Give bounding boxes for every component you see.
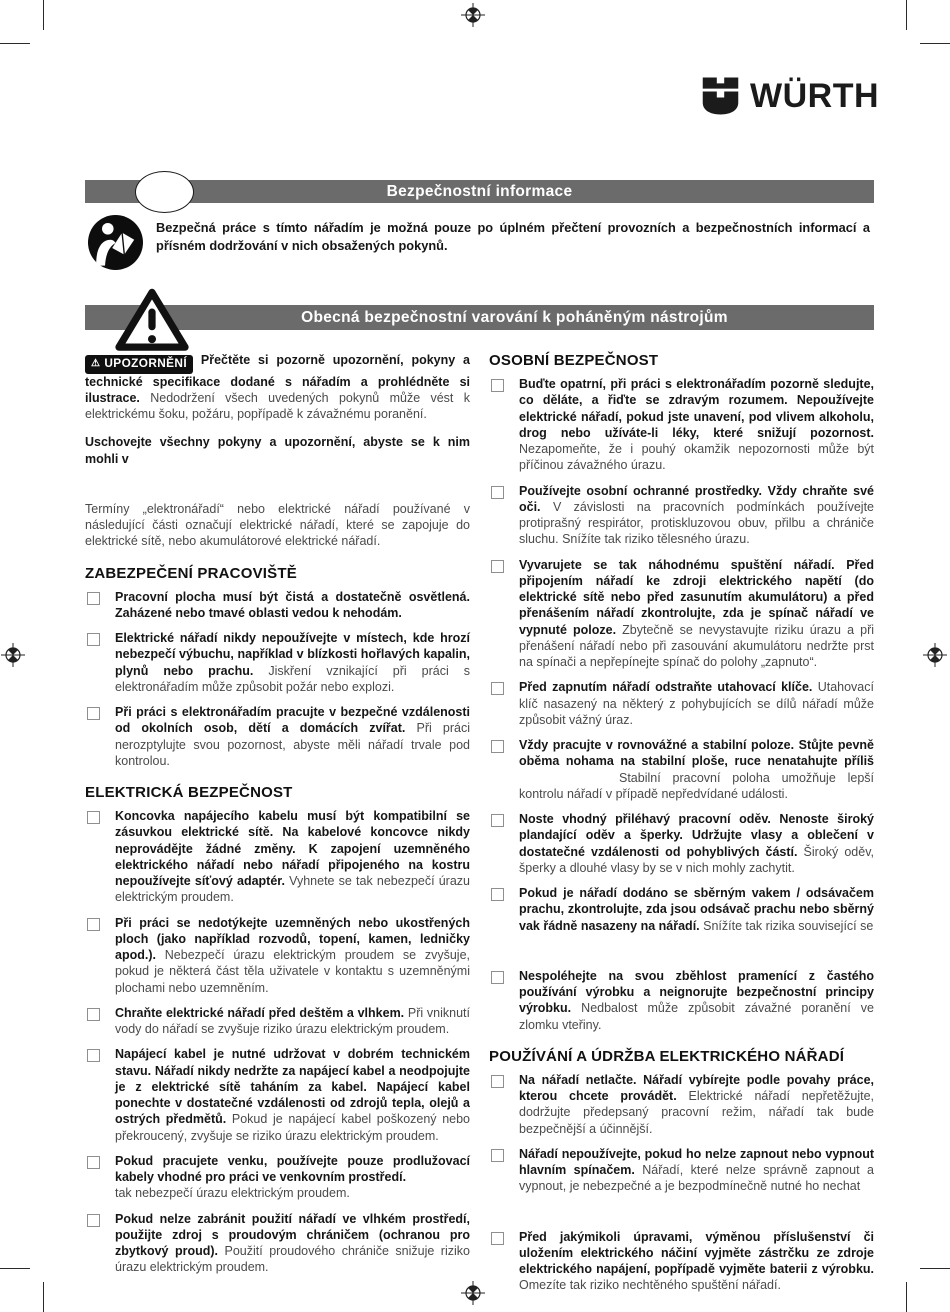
checkbox-icon — [87, 1049, 100, 1062]
checkbox-icon — [87, 1214, 100, 1227]
bullet-text — [519, 737, 874, 802]
checkbox-icon — [87, 918, 100, 931]
bullet-bold-text: Pokud pracujete venku, používejte pouze prodlužovací kabely vhodné pro práci ve venkovním prostředí. — [115, 1153, 470, 1185]
content-columns — [85, 352, 874, 1303]
bullet-text — [519, 1229, 874, 1294]
banner-safety-info — [85, 180, 874, 203]
safety-bullet — [85, 1211, 470, 1276]
bullet-text — [519, 1146, 874, 1195]
safety-bullet — [85, 630, 470, 695]
bullet-normal-text: Elektrické nářadí nepřetěžujte, dodržujte předepsaný pracovní režim, nářadí tak bude bezpečnější a účinnější. — [519, 1089, 875, 1136]
bullet-text — [115, 915, 470, 996]
safety-bullet — [489, 811, 874, 876]
warning-badge — [85, 355, 193, 373]
bullet-bold-text: Napájecí kabel je nutné udržovat v dobrém technickém stavu. Nářadí nikdy nedržte za napájecí kabel a neodpojujte je z elektrické sítě taháním za kabel. Napájecí kabel ponechte v dostatečné vzdálenosti od zdrojů tepla, olejů a ostrých předmětů. — [115, 1047, 470, 1127]
banner-general-warnings — [85, 305, 874, 330]
checkbox-icon — [491, 1149, 504, 1162]
wuerth-logo-text: WÜRTH — [750, 76, 880, 115]
bullet-bold-text: Při práci s elektronářadím pracujte v bezpečné vzdálenosti od okolních osob, dětí a domácích zvířat. — [115, 705, 470, 736]
bullet-bold-text: Na nářadí netlačte. Nářadí vybírejte podle povahy práce, kterou chcete provádět. — [519, 1072, 874, 1103]
safety-bullet — [489, 968, 874, 1033]
bullet-normal-text: Utahovací klíč nasazený na některý z pohybujících se dílů nářadí může způsobit vážný úraz. — [519, 680, 874, 727]
bullet-bold-text: Pracovní plocha musí být čistá a dostatečně osvětlená. Zaházené nebo tmavé oblasti vedou k nehodám. — [115, 589, 470, 620]
safety-bullet — [489, 376, 874, 474]
bullet-text — [115, 1211, 470, 1276]
bullet-bold-text: Nespoléhejte na svou zběhlost pramenící z častého používání výrobku a neignorujte bezpečnostní principy výrobku. — [519, 968, 874, 1016]
warning-paragraph — [85, 352, 470, 422]
bullet-normal-text: Při vniknutí vody do nářadí se zvyšuje riziko úrazu elektrickým proudem. — [115, 1005, 470, 1037]
bullet-normal-text: V závislosti na pracovních podmínkách používejte protiprašný respirátor, protiskluzovou obuv, přilbu a chrániče sluchu. Snížíte tak riziko tělesného úrazu. — [519, 499, 874, 547]
safety-bullet — [85, 704, 470, 769]
safety-bullet — [489, 1072, 874, 1137]
section-heading: POUŽÍVÁNÍ A ÚDRŽBA ELEKTRICKÉHO NÁŘADÍ — [489, 1047, 845, 1065]
bullet-bold-text: Pokud nelze zabránit použití nářadí ve vlhkém prostředí, použijte zdroj s proudovým chráničem (ochranou pro zbytkový proud). — [115, 1211, 470, 1259]
bullet-normal-text: Nebezpečí úrazu elektrickým proudem se zvyšuje, pokud je některá část těla uživatele v kontaktu s uzemněnými plochami nebo uzemněním. — [115, 948, 470, 995]
read-manual-icon — [88, 215, 143, 270]
bullet-bold-text: Přečtěte si pozorně upozornění, pokyny a technické specifikace dodané s nářadím a prohlédněte si ilustrace. — [85, 353, 470, 405]
checkbox-icon — [491, 560, 504, 573]
crop-mark — [0, 43, 30, 44]
right-column — [489, 352, 874, 1303]
bullet-bold-text: Koncovka napájecího kabelu musí být kompatibilní se zásuvkou elektrické sítě. Na kabelové koncovce nikdy neprovádějte žádné změny. K zapojení uzemněného elektrického nářadí nebo nářadí připojeného na kostru nepoužívejte síťový adaptér. — [115, 809, 470, 889]
safety-bullet — [85, 589, 470, 622]
safety-bullet — [85, 915, 470, 996]
crop-mark — [43, 1282, 44, 1312]
intro-row — [88, 215, 870, 270]
bullet-text — [519, 376, 874, 474]
bullet-normal-text: Zbytečně se nevystavujte riziku úrazu a při přenášení nářadí nebo při zasouvání akumulátoru nedržte prst na spínači a nepřepínejte spínač do polohy „zapnuto“. — [519, 622, 875, 669]
bullet-normal-text: Pokud je napájecí kabel poškozený nebo překroucený, zvyšuje se riziko úrazu elektrickým proudem. — [115, 1112, 470, 1143]
safety-bullet — [489, 1146, 874, 1195]
bullet-text — [115, 589, 470, 622]
bullet-text — [115, 1153, 470, 1202]
checkbox-icon — [491, 740, 504, 753]
safety-bullet — [489, 1229, 874, 1294]
bullet-normal-text: Nářadí, které nelze správně zapnout a vypnout, je nebezpečné a je bezpodmínečně nutné ho nechat — [519, 1163, 874, 1194]
safety-bullet — [85, 1005, 470, 1038]
bullet-normal-text: Omezíte tak riziko nechtěného spuštění nářadí. — [519, 1278, 781, 1293]
bullet-bold-text: Vždy pracujte v rovnovážné a stabilní poloze. Stůjte pevně oběma nohama na stabilní ploše, ruce nenatahujte příliš — [519, 738, 874, 769]
checkbox-icon — [491, 1075, 504, 1088]
registration-mark-icon — [461, 3, 485, 27]
text-gap — [519, 781, 619, 782]
checkbox-icon — [87, 707, 100, 720]
bullet-normal-text: Při práci nerozptylujte svou pozornost, abyste měli nářadí trvale pod kontrolou. — [115, 721, 470, 768]
safety-bullet — [489, 483, 874, 548]
safety-bullet — [489, 679, 874, 728]
checkbox-icon — [491, 1232, 504, 1245]
checkbox-icon — [491, 814, 504, 827]
bullet-text — [519, 679, 874, 728]
bullet-normal-text: Snížíte tak rizika související se — [703, 918, 874, 933]
bullet-bold-text: Používejte osobní ochranné prostředky. Vždy chraňte své oči. — [519, 483, 874, 514]
wuerth-logo — [702, 76, 879, 116]
bullet-text — [115, 1005, 470, 1038]
checkbox-icon — [87, 1156, 100, 1169]
bullet-bold-text: Elektrické nářadí nikdy nepoužívejte v místech, kde hrozí nebezpečí výbuchu, například v blízkosti hořlavých kapalin, plynů nebo prachu. — [115, 631, 470, 678]
checkbox-icon — [491, 971, 504, 984]
bullet-bold-text: Před zapnutím nářadí odstraňte utahovací klíče. — [519, 680, 813, 695]
warning-badge-label: UPOZORNĚNÍ — [104, 356, 188, 371]
registration-mark-icon — [923, 643, 947, 667]
section-heading: ELEKTRICKÁ BEZPEČNOST — [85, 784, 293, 802]
bullet-normal-text: Nedbalost může způsobit závažné poranění ve zlomku vteřiny. — [519, 1001, 874, 1032]
bullet-text — [519, 811, 874, 876]
bullet-bold-text: Vyvarujete se tak náhodnému spuštění nářadí. Před připojením nářadí ke zdroji elektrického napětí (do elektrické sítě nebo před zasunutím akumulátoru) a před přenášením nářadí zkontrolujte, zda je spínač nářadí ve vypnuté poloze. — [519, 557, 874, 637]
checkbox-icon — [87, 1008, 100, 1021]
checkbox-icon — [491, 379, 504, 392]
bullet-text — [519, 1072, 874, 1137]
safety-bullet — [85, 1153, 470, 1202]
bullet-text — [115, 808, 470, 906]
crop-mark — [920, 1268, 950, 1269]
wuerth-logo-icon — [702, 76, 739, 116]
bullet-normal-text: Nezapomeňte, že i pouhý okamžik nepozornosti může být příčinou závažného úrazu. — [519, 442, 874, 473]
banner-title: Obecná bezpečnostní varování k poháněným nástrojům — [301, 309, 728, 326]
bullet-text — [519, 557, 874, 671]
crop-mark — [920, 43, 950, 44]
bullet-normal-text: Stabilní pracovní poloha umožňuje lepší kontrolu nářadí v případě nepředvídané události. — [519, 770, 874, 801]
bullet-normal-text: Nedodržení všech uvedených pokynů může vést k elektrickému šoku, požáru, popřípadě k závažnému poranění. — [85, 390, 470, 422]
bullet-bold-text: Chraňte elektrické nářadí před deštěm a vlhkem. — [115, 1005, 405, 1020]
crop-mark — [906, 0, 907, 30]
checkbox-icon — [87, 592, 100, 605]
bullet-bold-text: Noste vhodný přiléhavý pracovní oděv. Nenoste široký plandající oděv a šperky. Udržujte vlasy a oblečení v dostatečné vzdálenosti od pohyblivých částí. — [519, 812, 874, 859]
intro-text: Bezpečná práce s tímto nářadím je možná pouze po úplném přečtení provozních a bezpečnostních informací a přísném dodržování v nich obsažených pokynů. — [156, 220, 870, 254]
bullet-text — [115, 1046, 470, 1144]
registration-mark-icon — [1, 643, 25, 667]
bullet-text — [519, 483, 874, 548]
safety-bullet — [85, 808, 470, 906]
bullet-bold-text: Při práci se nedotýkejte uzemněných nebo ukostřených ploch (jako například rozvodů, topení, kamen, ledničky apod.). — [115, 915, 470, 963]
bold-paragraph: Uschovejte všechny pokyny a upozornění, abyste se k nim mohli v — [85, 435, 470, 466]
bullet-normal-text: Jiskření vznikající při práci s elektronářadím může způsobit požár nebo explozi. — [115, 663, 470, 694]
safety-bullet — [489, 737, 874, 802]
paragraph: Termíny „elektronářadí“ nebo elektrické nářadí používané v následující části označují elektrické nářadí, které se zapojuje do elektrické sítě, nebo akumulátorové elektrické nářadí. — [85, 501, 470, 549]
bullet-text — [115, 704, 470, 769]
bullet-bold-text: Pokud je nářadí dodáno se sběrným vakem / odsávačem prachu, zkontrolujte, zda jsou odsávač prachu nebo sběrný vak řádně nasazeny na nářadí. — [519, 886, 874, 933]
warning-triangle-icon: ⚠ — [91, 358, 101, 369]
checkbox-icon — [491, 888, 504, 901]
bullet-normal-text: Použití proudového chrániče snižuje riziko úrazu elektrickým proudem. — [115, 1244, 470, 1275]
bullet-normal-text: Široký oděv, šperky a dlouhé vlasy by se v nich mohly zachytit. — [519, 844, 874, 875]
bullet-text — [115, 630, 470, 695]
section-heading: OSOBNÍ BEZPEČNOST — [489, 352, 659, 369]
checkbox-icon — [491, 682, 504, 695]
bullet-text — [519, 885, 874, 934]
bullet-bold-text: Před jakýmikoli úpravami, výměnou příslušenství či uložením elektrického náčiní vyjměte zástrčku ze zdroje elektrického napájení, popřípadě vyjměte baterii z výrobku. — [519, 1229, 874, 1276]
checkbox-icon — [87, 633, 100, 646]
bullet-bold-text: Buďte opatrní, při práci s elektronářadím pozorně sledujte, co děláte, a řiďte se zdravým rozumem. Nepoužívejte elektrické nářadí, pokud jste unavení, pod vlivem alkoholu, drog nebo užíváte-li léky, které snižují pozornost. — [519, 377, 874, 440]
bullet-normal-text: Vyhnete se tak nebezpečí úrazu elektrickým proudem. — [115, 874, 471, 905]
crop-mark — [906, 1282, 907, 1312]
section-heading: ZABEZPEČENÍ PRACOVIŠTĚ — [85, 564, 297, 582]
crop-mark — [0, 1268, 30, 1269]
ellipse-marker — [135, 171, 194, 213]
checkbox-icon — [491, 486, 504, 499]
banner-title: Bezpečnostní informace — [386, 183, 573, 200]
left-column — [85, 352, 470, 1303]
safety-bullet — [489, 557, 874, 671]
checkbox-icon — [87, 811, 100, 824]
safety-bullet — [85, 1046, 470, 1144]
bullet-bold-text: Nářadí nepoužívejte, pokud ho nelze zapnout nebo vypnout hlavním spínačem. — [519, 1146, 874, 1177]
safety-bullet — [489, 885, 874, 934]
bullet-normal-text: tak nebezpečí úrazu elektrickým proudem. — [115, 1186, 350, 1201]
crop-mark — [43, 0, 44, 30]
bullet-text — [519, 968, 874, 1033]
warning-triangle-icon — [111, 286, 193, 352]
